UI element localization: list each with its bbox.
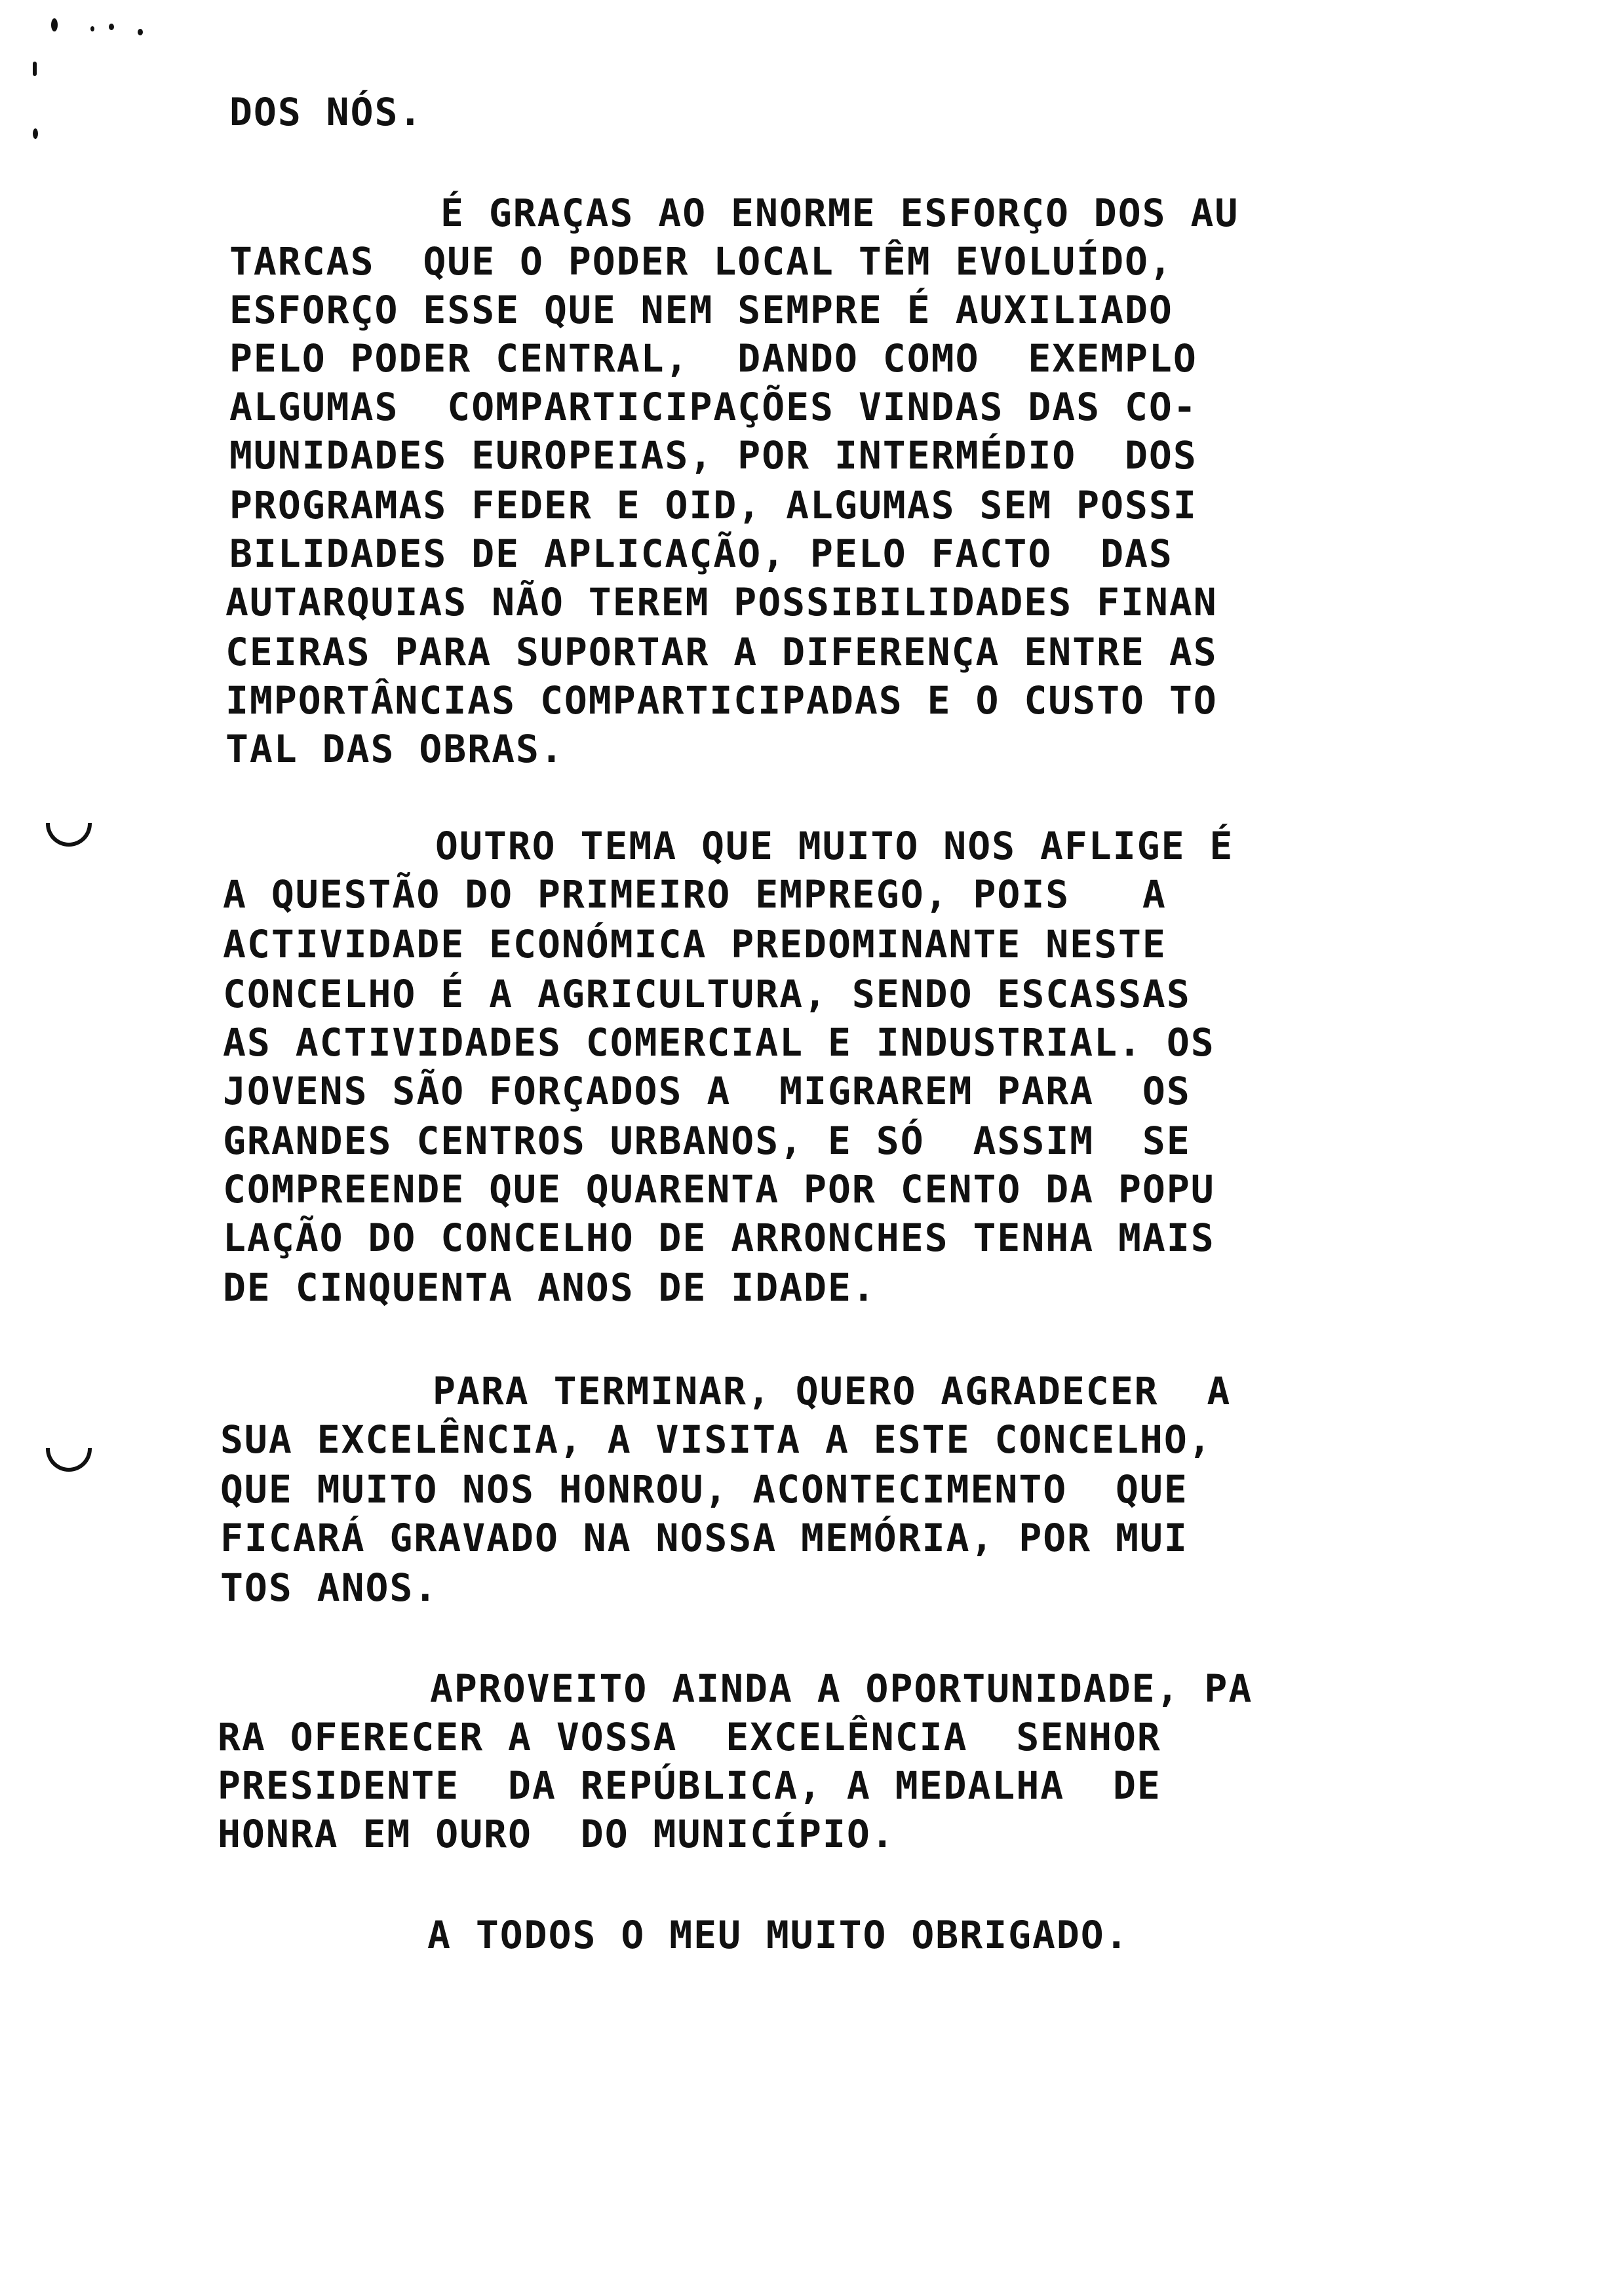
text-line: GRANDES CENTROS URBANOS, E SÓ ASSIM SE [223, 1119, 1191, 1163]
scan-speck [138, 29, 143, 35]
text-line: PRESIDENTE DA REPÚBLICA, A MEDALHA DE [218, 1763, 1161, 1808]
text-line: SUA EXCELÊNCIA, A VISITA A ESTE CONCELHO, [220, 1417, 1213, 1462]
text-line: AUTARQUIAS NÃO TEREM POSSIBILIDADES FINAN [225, 580, 1218, 624]
text-line: JOVENS SÃO FORÇADOS A MIGRAREM PARA OS [223, 1069, 1191, 1113]
text-line: QUE MUITO NOS HONROU, ACONTECIMENTO QUE [220, 1467, 1188, 1512]
scan-speck [90, 26, 94, 31]
text-line: TOS ANOS. [220, 1565, 438, 1610]
text-line: PARA TERMINAR, QUERO AGRADECER A [433, 1369, 1232, 1413]
text-line: DE CINQUENTA ANOS DE IDADE. [223, 1265, 876, 1310]
text-line: ACTIVIDADE ECONÓMICA PREDOMINANTE NESTE [223, 922, 1167, 966]
punch-hole-mark [46, 1448, 92, 1472]
text-line: É GRAÇAS AO ENORME ESFORÇO DOS AU [440, 191, 1239, 235]
text-line: FICARÁ GRAVADO NA NOSSA MEMÓRIA, POR MUI [220, 1516, 1188, 1560]
text-line: LAÇÃO DO CONCELHO DE ARRONCHES TENHA MAIS [223, 1215, 1215, 1260]
text-line: DOS NÓS. [229, 90, 423, 134]
text-line: CONCELHO É A AGRICULTURA, SENDO ESCASSAS [223, 972, 1191, 1016]
text-line: ESFORÇO ESSE QUE NEM SEMPRE É AUXILIADO [229, 288, 1173, 332]
text-line: IMPORTÂNCIAS COMPARTICIPADAS E O CUSTO TO [225, 678, 1218, 723]
text-line: COMPREENDE QUE QUARENTA POR CENTO DA POPU [223, 1167, 1215, 1212]
scan-speck [33, 128, 38, 139]
text-line: BILIDADES DE APLICAÇÃO, PELO FACTO DAS [229, 531, 1173, 576]
scan-speck [109, 24, 114, 30]
text-line: CEIRAS PARA SUPORTAR A DIFERENÇA ENTRE AS [225, 630, 1218, 674]
text-line: TARCAS QUE O PODER LOCAL TÊM EVOLUÍDO, [229, 239, 1173, 284]
scan-speck [33, 62, 37, 76]
punch-hole-mark [46, 823, 92, 847]
text-line: PELO PODER CENTRAL, DANDO COMO EXEMPLO [229, 336, 1197, 381]
text-line: A TODOS O MEU MUITO OBRIGADO. [427, 1913, 1129, 1957]
text-line: AS ACTIVIDADES COMERCIAL E INDUSTRIAL. OS [223, 1020, 1215, 1065]
scan-speck [51, 18, 58, 31]
text-line: MUNIDADES EUROPEIAS, POR INTERMÉDIO DOS [229, 433, 1197, 478]
text-line: OUTRO TEMA QUE MUITO NOS AFLIGE É [435, 824, 1234, 868]
text-line: TAL DAS OBRAS. [225, 727, 564, 771]
text-line: A QUESTÃO DO PRIMEIRO EMPREGO, POIS A [223, 872, 1167, 917]
text-line: PROGRAMAS FEDER E OID, ALGUMAS SEM POSSI [229, 483, 1197, 527]
text-line: HONRA EM OURO DO MUNICÍPIO. [218, 1812, 895, 1856]
text-line: RA OFERECER A VOSSA EXCELÊNCIA SENHOR [218, 1715, 1161, 1759]
text-line: ALGUMAS COMPARTICIPAÇÕES VINDAS DAS CO- [229, 385, 1197, 429]
text-line: APROVEITO AINDA A OPORTUNIDADE, PA [430, 1666, 1253, 1711]
